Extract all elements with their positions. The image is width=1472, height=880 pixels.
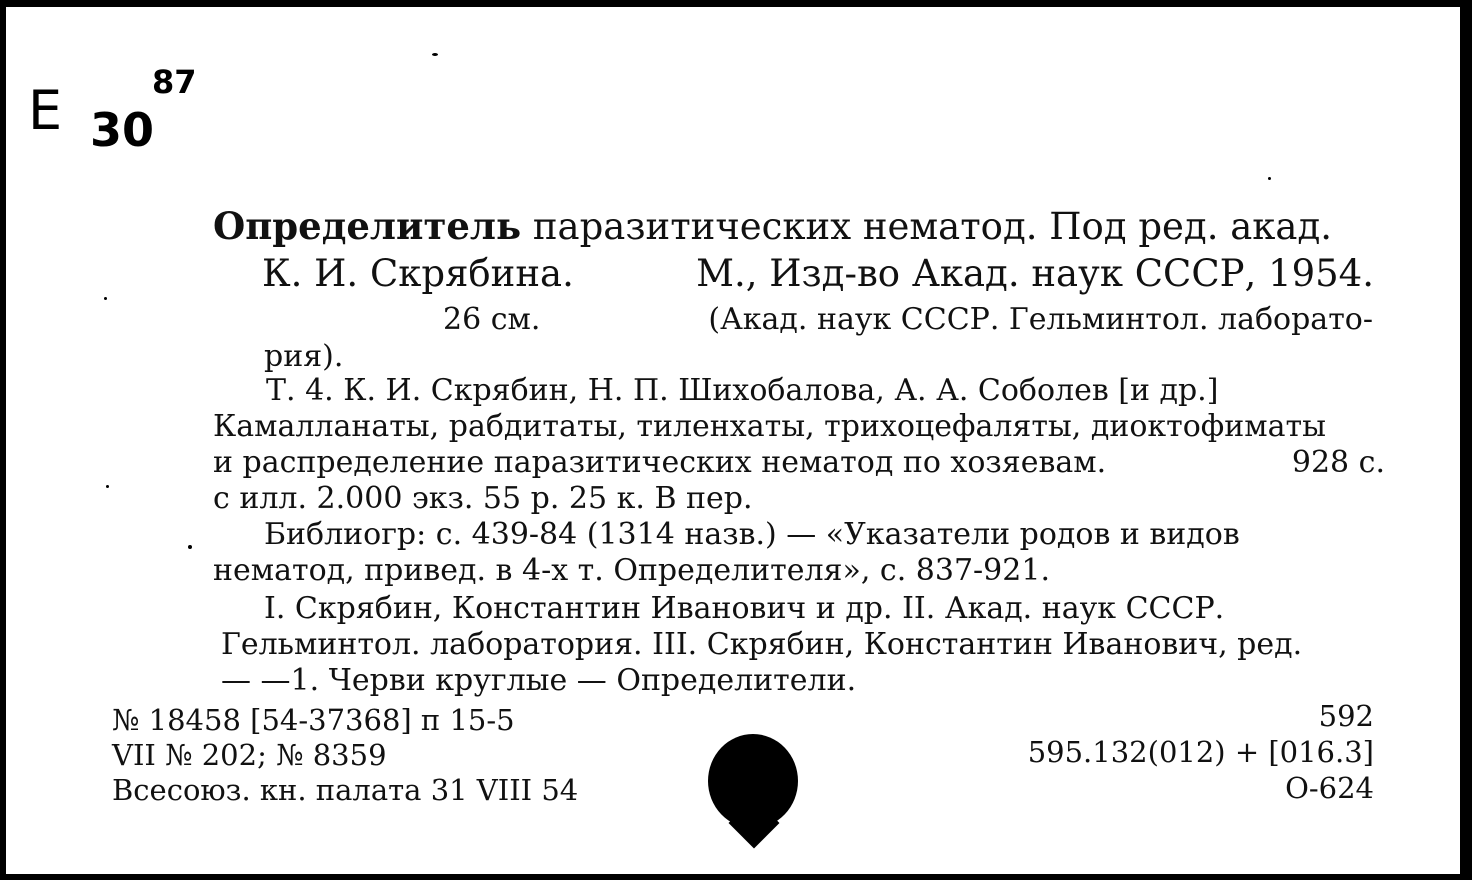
- speck: [104, 297, 107, 300]
- punch-hole: [708, 734, 798, 828]
- bibliography-line-2: нематод, привед. в 4-х т. Определителя», с. 837-921.: [213, 553, 1050, 588]
- page-count: 928 с.: [1291, 445, 1385, 480]
- tracing-line-3: — —1. Черви круглые — Определители.: [221, 663, 857, 698]
- speck: [188, 545, 192, 549]
- title-bold: Определитель: [213, 204, 522, 248]
- contents-line-2-text: и распределение паразитических нематод по хозяевам.: [213, 445, 1107, 480]
- editor-line: [262, 253, 1374, 295]
- footer-right-2: 595.132(012) + [016.3]: [1027, 735, 1374, 769]
- footer-right-3: О-624: [1285, 771, 1374, 805]
- volume-line: Т. 4. К. И. Скрябин, Н. П. Шихобалова, А. А. Соболев [и др.]: [266, 373, 1219, 408]
- size: 26 см.: [443, 302, 541, 337]
- imprint: М., Изд-во Акад. наук СССР, 1954.: [696, 252, 1374, 295]
- editor-name: К. И. Скрябина.: [262, 252, 574, 295]
- handwritten-superscript: 87: [152, 63, 197, 101]
- handwritten-letter: Е: [28, 79, 59, 142]
- series-end: рия).: [264, 339, 344, 374]
- title-rest: паразитических нематод. Под ред. акад.: [532, 205, 1333, 248]
- footer-right-1: 592: [1318, 699, 1374, 733]
- series: (Акад. наук СССР. Гельминтол. лаборато-: [708, 302, 1373, 337]
- handwritten-number: 30: [90, 103, 155, 157]
- footer-left-2: VII № 202; № 8359: [112, 738, 387, 772]
- footer-left-3: Всесоюз. кн. палата 31 VIII 54: [112, 773, 579, 807]
- footer-left-1: № 18458 [54-37368] п 15-5: [112, 703, 515, 737]
- contents-line-1: Камалланаты, рабдитаты, тиленхаты, трихоцефаляты, диоктофиматы: [213, 409, 1326, 444]
- bibliography-line-1: Библиогр: с. 439-84 (1314 назв.) — «Указатели родов и видов: [264, 517, 1240, 552]
- contents-line-2: [213, 445, 1385, 481]
- series-line: [443, 302, 1373, 338]
- tracing-line-2: Гельминтол. лаборатория. III. Скрябин, Константин Иванович, ред.: [221, 627, 1303, 662]
- speck: [1268, 177, 1271, 180]
- tracing-line-1: I. Скрябин, Константин Иванович и др. II. Акад. наук СССР.: [264, 591, 1225, 626]
- contents-line-3: с илл. 2.000 экз. 55 р. 25 к. В пер.: [213, 481, 753, 516]
- speck: [106, 485, 109, 488]
- speck: [432, 53, 438, 56]
- title-line: [213, 205, 1388, 248]
